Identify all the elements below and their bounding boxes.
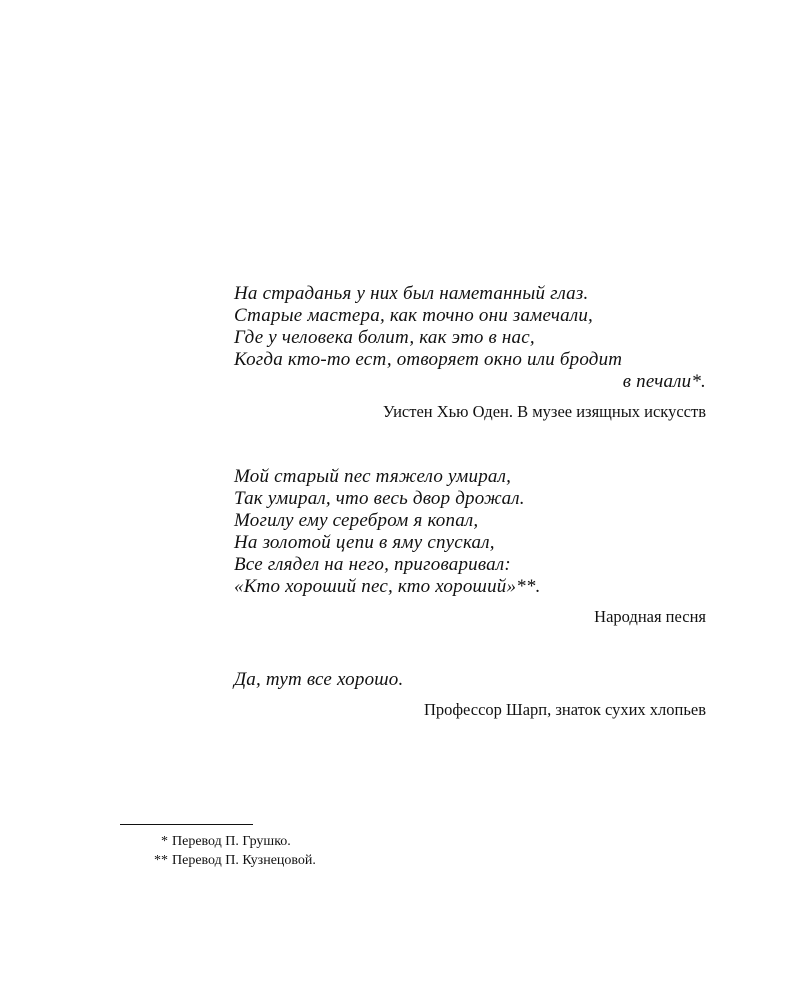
epigraph-auden [234,283,706,423]
verse-line: Где у человека болит, как это в нас, [234,327,535,348]
verse-line: На страданья у них был наметанный глаз. [234,283,589,304]
verse [234,283,706,393]
footnote-mark: * [161,834,168,849]
epigraph-attribution: Профессор Шарп, знаток сухих хлопьев [423,700,706,719]
verse-line: Да, тут все хорошо. [234,669,404,690]
footnote-text: Перевод П. Кузнецовой. [172,853,316,868]
footnotes [120,832,520,870]
footnote-mark: ** [154,853,168,868]
footnote [120,851,520,870]
verse-line: Мой старый пес тяжело умирал, [234,466,512,487]
verse [234,466,706,598]
epigraph-sharp [234,669,706,721]
verse-line: На золотой цепи в яму спускал, [234,532,495,553]
verse-line: Все глядел на него, приговаривал: [234,554,511,575]
epigraph-folk-song [234,466,706,628]
verse-line: Могилу ему серебром я копал, [234,510,479,531]
verse-line: в печали*. [622,371,706,392]
footnote [120,832,520,851]
verse [234,669,706,691]
verse-line: Старые мастера, как точно они замечали, [234,305,593,326]
footnote-divider [120,824,253,825]
epigraph-attribution: Уистен Хью Оден. В музее изящных искусств [382,402,706,421]
verse-line: Когда кто-то ест, отворяет окно или бродит [234,349,623,370]
verse-line: Так умирал, что весь двор дрожал. [234,488,525,509]
epigraph-attribution: Народная песня [594,607,706,626]
verse-line: «Кто хороший пес, кто хороший»**. [234,576,541,597]
footnote-text: Перевод П. Грушко. [172,834,291,849]
